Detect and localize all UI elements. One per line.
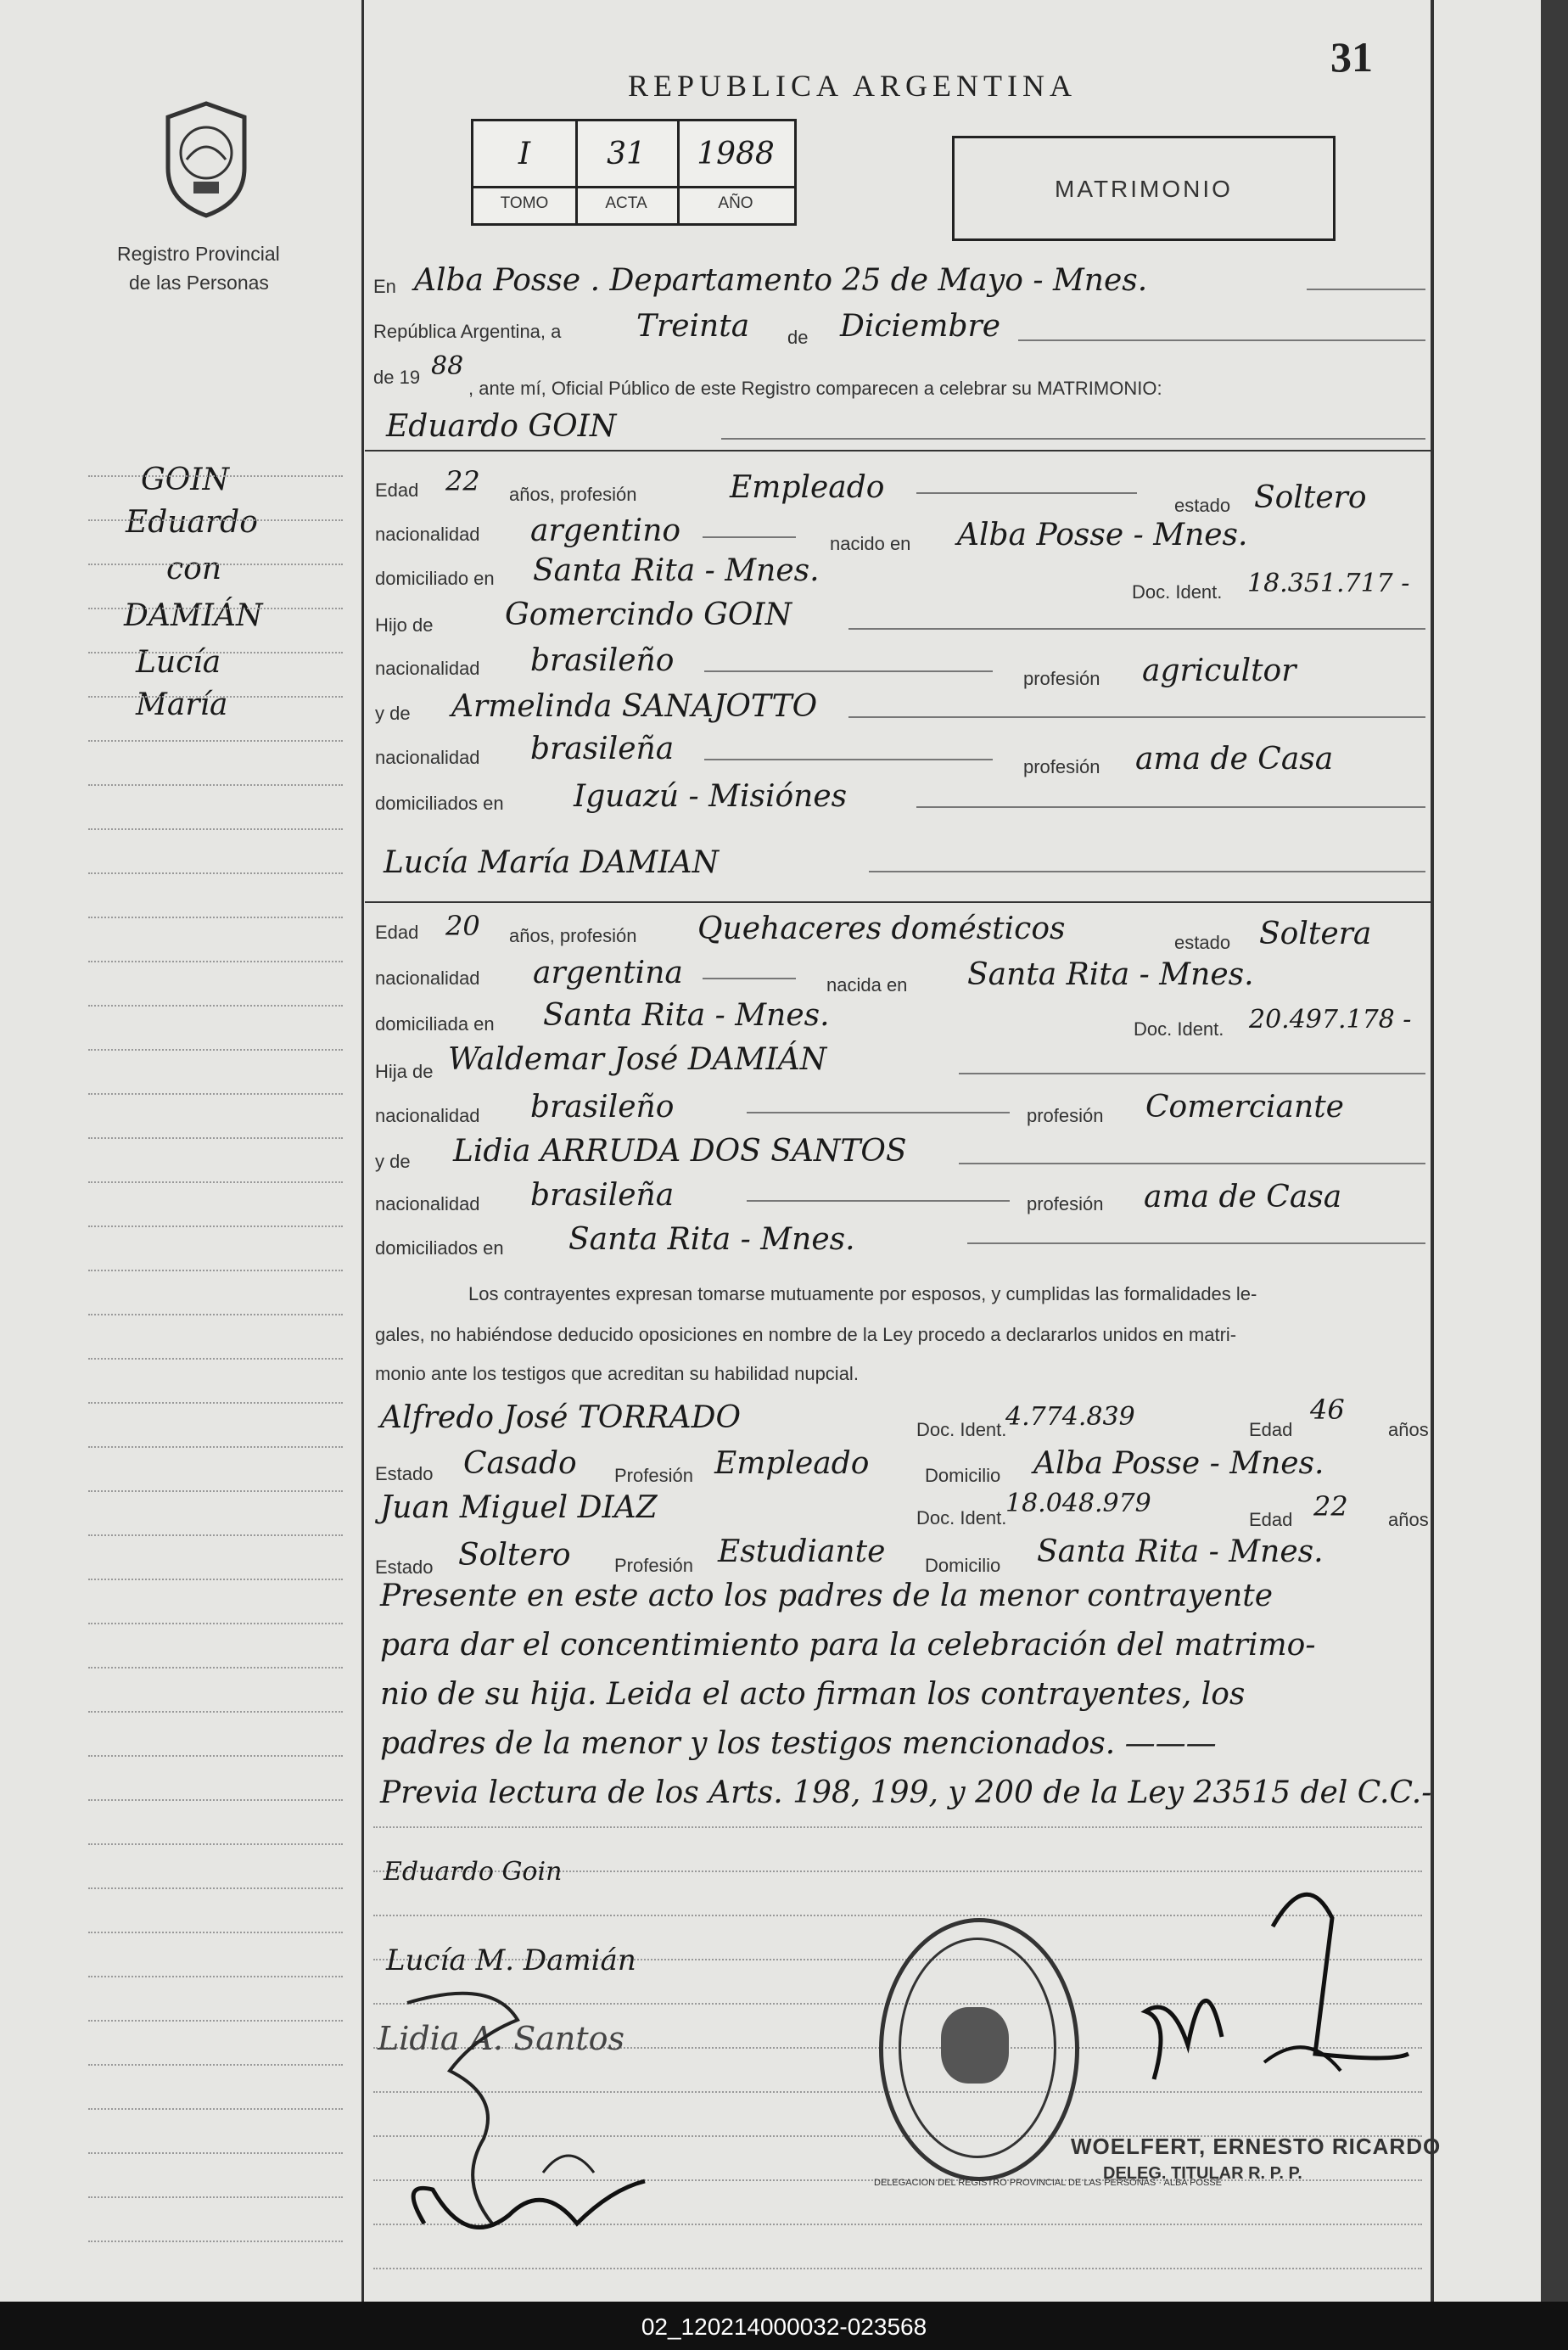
footer-id: 02_120214000032-023568 <box>641 2314 927 2340</box>
groom-nacido-label: nacido en <box>830 533 911 554</box>
margin-divider <box>361 0 364 2302</box>
witness-2-prof-label: Profesión <box>614 1555 693 1576</box>
witness-2-estado-label: Estado <box>375 1556 434 1578</box>
groom-edad: 22 <box>445 465 480 497</box>
acta-value: 31 <box>607 137 646 171</box>
margin-ruled-line <box>88 1755 343 1757</box>
groom-hijo-label: Hijo de <box>375 614 434 636</box>
bride-padre: Waldemar José DAMIÁN <box>448 1042 827 1077</box>
margin-ruled-line <box>88 1887 343 1889</box>
groom-nacido: Alba Posse - Mnes. <box>957 518 1248 552</box>
note-line-5: Previa lectura de los Arts. 198, 199, y 200 de la Ley 23515 del C.C.- <box>380 1775 1432 1810</box>
bride-edad-label: Edad <box>375 922 419 943</box>
margin-ruled-line <box>88 1667 343 1669</box>
bride-dom-label: domiciliada en <box>375 1013 495 1035</box>
witness-2-domicilio: Santa Rita - Mnes. <box>1037 1534 1324 1569</box>
margin-ruled-line <box>88 784 343 786</box>
margin-ruled-line <box>88 1358 343 1360</box>
type-label: MATRIMONIO <box>1055 176 1233 202</box>
bride-madre-nac: brasileña <box>530 1178 675 1213</box>
groom-padre-nac: brasileño <box>530 643 675 678</box>
margin-ruled-line <box>88 519 343 521</box>
note-line-2: para dar el concentimiento para la celebración del matrimo- <box>380 1628 1316 1663</box>
margin-ruled-line <box>88 1623 343 1624</box>
witness-1-estado: Casado <box>463 1446 577 1481</box>
intro-year: 88 <box>431 351 464 381</box>
witness-2-doc-label: Doc. Ident. <box>916 1507 1007 1528</box>
bride-madre-nac-label: nacionalidad <box>375 1193 480 1214</box>
margin-ruled-line <box>88 1446 343 1448</box>
bride-padre-prof-label: profesión <box>1027 1105 1104 1126</box>
witness-1-edad: 46 <box>1310 1394 1345 1426</box>
margin-ruled-line <box>88 1093 343 1095</box>
acta-label: ACTA <box>605 194 647 212</box>
note-line-3: nio de su hija. Leida el acto firman los contrayentes, los <box>380 1677 1246 1712</box>
stamp-text: DELEGACION DEL REGISTRO PROVINCIAL DE LAS PERSONAS · ALBA POSSE <box>874 2178 1222 2188</box>
groom-name: Eduardo GOIN <box>386 409 617 444</box>
ano-value: 1988 <box>697 137 775 171</box>
bride-doms-label: domiciliados en <box>375 1237 504 1259</box>
groom-madre-prof-label: profesión <box>1023 756 1100 777</box>
witness-1-prof-label: Profesión <box>614 1465 693 1486</box>
body-ruled-line <box>373 1826 1422 1828</box>
de-label: de <box>787 327 809 348</box>
signature-scribbles-icon <box>373 1969 696 2257</box>
margin-ruled-line <box>88 872 343 874</box>
margin-ruled-line <box>88 1799 343 1801</box>
witness-2-doc: 18.048.979 <box>1005 1489 1151 1518</box>
bride-padres-dom: Santa Rita - Mnes. <box>568 1222 855 1257</box>
witness-1-name: Alfredo José TORRADO <box>380 1400 741 1435</box>
intro-month: Diciembre <box>840 309 1001 344</box>
margin-ruled-line <box>88 1005 343 1007</box>
bride-profesion: Quehaceres domésticos <box>697 911 1066 946</box>
margin-ruled-line <box>88 2064 343 2066</box>
de19-label: de 19 <box>373 367 421 388</box>
ano-label: AÑO <box>718 194 753 212</box>
intro-place: Alba Posse . Departamento 25 de Mayo - Mnes. <box>414 263 1148 298</box>
declaration-line-1: Los contrayentes expresan tomarse mutuamente por esposos, y cumplidas las formalidades le- <box>468 1283 1257 1304</box>
margin-con: con <box>166 552 222 586</box>
witness-2-profesion: Estudiante <box>718 1534 886 1569</box>
bride-nacionalidad: argentina <box>533 956 683 990</box>
witness-2-anos-label: años <box>1388 1509 1429 1530</box>
bride-madre-prof: ama de Casa <box>1144 1180 1342 1214</box>
bride-estado-label: estado <box>1174 932 1231 953</box>
groom-madre: Armelinda SANAJOTTO <box>451 689 818 724</box>
margin-given: Eduardo <box>126 505 258 540</box>
groom-estado-label: estado <box>1174 495 1231 516</box>
groom-nac-label: nacionalidad <box>375 524 480 545</box>
bride-nac-label: nacionalidad <box>375 967 480 989</box>
binding-edge <box>1541 0 1568 2302</box>
registry-name: Registro Provincial <box>117 243 280 265</box>
margin-ruled-line <box>88 1490 343 1492</box>
groom-doc-label: Doc. Ident. <box>1132 581 1223 603</box>
page-number: 31 <box>1330 33 1373 81</box>
misiones-seal-icon <box>160 100 253 219</box>
groom-padre-prof: agricultor <box>1142 653 1296 688</box>
registry-name-line2: de las Personas <box>129 272 269 294</box>
bride-doc-label: Doc. Ident. <box>1134 1018 1224 1040</box>
official-signature-icon <box>1137 1850 1425 2122</box>
country-title: REPUBLICA ARGENTINA <box>628 69 1078 103</box>
margin-bride-given2: María <box>136 687 228 722</box>
tomo-label: TOMO <box>500 194 549 212</box>
margin-ruled-line <box>88 1843 343 1845</box>
bride-madre-prof-label: profesión <box>1027 1193 1104 1214</box>
groom-padre: Gomercindo GOIN <box>505 597 792 632</box>
registry-stamp <box>879 1918 1079 2181</box>
signature-groom: Eduardo Goin <box>384 1857 563 1887</box>
bride-anos-label: años, profesión <box>509 925 637 946</box>
groom-madre-prof: ama de Casa <box>1135 742 1334 777</box>
bride-nacida: Santa Rita - Mnes. <box>967 957 1254 992</box>
margin-ruled-line <box>88 1579 343 1580</box>
witness-1-profesion: Empleado <box>714 1446 870 1481</box>
groom-domicilio: Santa Rita - Mnes. <box>533 553 820 588</box>
register-box <box>471 119 797 226</box>
witness-1-edad-label: Edad <box>1249 1419 1293 1440</box>
bride-nacida-label: nacida en <box>826 974 908 996</box>
declaration-line-3: monio ante los testigos que acreditan su habilidad nupcial. <box>375 1363 859 1384</box>
groom-padre-prof-label: profesión <box>1023 668 1100 689</box>
witness-2-dom-label: Domicilio <box>925 1555 1001 1576</box>
margin-ruled-line <box>88 1181 343 1183</box>
intro-day: Treinta <box>636 309 750 344</box>
declaration-line-2: gales, no habiéndose deducido oposiciones en nombre de la Ley procedo a declararlos unidos en matri- <box>375 1324 1237 1345</box>
signature-bride-mother: Lidia A. Santos <box>378 2020 625 2057</box>
margin-ruled-line <box>88 1314 343 1315</box>
bride-padre-nac: brasileño <box>530 1090 675 1125</box>
margin-ruled-line <box>88 2152 343 2154</box>
signature-bride: Lucía M. Damián <box>386 1943 636 1977</box>
type-box <box>952 136 1336 241</box>
margin-ruled-line <box>88 652 343 653</box>
right-border <box>1431 0 1434 2302</box>
official-name: WOELFERT, ERNESTO RICARDO <box>1071 2134 1442 2159</box>
groom-dom-label: domiciliado en <box>375 568 495 589</box>
groom-doc: 18.351.717 - <box>1247 569 1410 598</box>
witness-1-dom-label: Domicilio <box>925 1465 1001 1486</box>
margin-ruled-line <box>88 917 343 918</box>
body-ruled-line <box>373 2268 1422 2269</box>
groom-profesion: Empleado <box>730 470 885 505</box>
note-line-4: padres de la menor y los testigos mencionados. ——— <box>380 1726 1217 1761</box>
witness-2-name: Juan Miguel DIAZ <box>380 1490 658 1525</box>
margin-ruled-line <box>88 475 343 477</box>
margin-ruled-line <box>88 1976 343 1977</box>
witness-1-estado-label: Estado <box>375 1463 434 1484</box>
margin-ruled-line <box>88 1932 343 1933</box>
margin-ruled-line <box>88 2196 343 2198</box>
margin-ruled-line <box>88 961 343 962</box>
groom-madre-nac-label: nacionalidad <box>375 747 480 768</box>
witness-1-anos-label: años <box>1388 1419 1429 1440</box>
groom-estado: Soltero <box>1254 480 1367 515</box>
official-title: DELEG. TITULAR R. P. P. <box>1103 2164 1302 2183</box>
margin-ruled-line <box>88 2241 343 2242</box>
margin-ruled-line <box>88 1225 343 1227</box>
groom-edad-label: Edad <box>375 480 419 501</box>
margin-ruled-line <box>88 608 343 609</box>
bride-doc: 20.497.178 - <box>1249 1005 1412 1035</box>
note-line-1: Presente en este acto los padres de la menor contrayente <box>380 1579 1274 1613</box>
margin-ruled-line <box>88 2020 343 2022</box>
margin-ruled-line <box>88 1137 343 1139</box>
margin-bride-given: Lucía <box>136 645 221 680</box>
bride-domicilio: Santa Rita - Mnes. <box>543 998 830 1033</box>
witness-2-edad: 22 <box>1313 1490 1348 1523</box>
groom-madre-nac: brasileña <box>530 732 675 766</box>
margin-surname: GOIN <box>141 463 229 497</box>
witness-2-edad-label: Edad <box>1249 1509 1293 1530</box>
bride-y-de-label: y de <box>375 1151 411 1172</box>
margin-ruled-line <box>88 1402 343 1404</box>
witness-1-doc-label: Doc. Ident. <box>916 1419 1007 1440</box>
tomo-value: I <box>518 137 531 171</box>
groom-doms-label: domiciliados en <box>375 793 504 814</box>
witness-2-estado: Soltero <box>458 1538 571 1573</box>
bride-name: Lucía María DAMIAN <box>384 845 720 880</box>
witness-1-doc: 4.774.839 <box>1005 1402 1135 1432</box>
groom-padres-dom: Iguazú - Misiónes <box>574 779 848 814</box>
margin-ruled-line <box>88 1049 343 1051</box>
margin-ruled-line <box>88 1711 343 1713</box>
bride-hija-label: Hija de <box>375 1061 434 1082</box>
ante-text: , ante mí, Oficial Público de este Registro comparecen a celebrar su MATRIMONIO: <box>468 378 1162 399</box>
margin-ruled-line <box>88 2108 343 2110</box>
republica-label: República Argentina, a <box>373 321 562 342</box>
groom-nacionalidad: argentino <box>530 513 681 548</box>
bride-edad: 20 <box>445 910 480 942</box>
groom-anos-label: años, profesión <box>509 484 637 505</box>
margin-ruled-line <box>88 740 343 742</box>
margin-ruled-line <box>88 1270 343 1271</box>
stamp-emblem-icon <box>941 2007 1009 2084</box>
groom-padre-nac-label: nacionalidad <box>375 658 480 679</box>
margin-bride-surname: DAMIÁN <box>124 598 263 633</box>
en-label: En <box>373 276 396 297</box>
bride-padre-prof: Comerciante <box>1145 1090 1344 1125</box>
margin-ruled-line <box>88 1534 343 1536</box>
margin-ruled-line <box>88 564 343 565</box>
bride-madre: Lidia ARRUDA DOS SANTOS <box>453 1134 907 1169</box>
margin-ruled-line <box>88 828 343 830</box>
bride-padre-nac-label: nacionalidad <box>375 1105 480 1126</box>
bride-estado: Soltera <box>1259 917 1372 951</box>
witness-1-domicilio: Alba Posse - Mnes. <box>1033 1446 1324 1481</box>
margin-ruled-line <box>88 696 343 698</box>
groom-y-de-label: y de <box>375 703 411 724</box>
